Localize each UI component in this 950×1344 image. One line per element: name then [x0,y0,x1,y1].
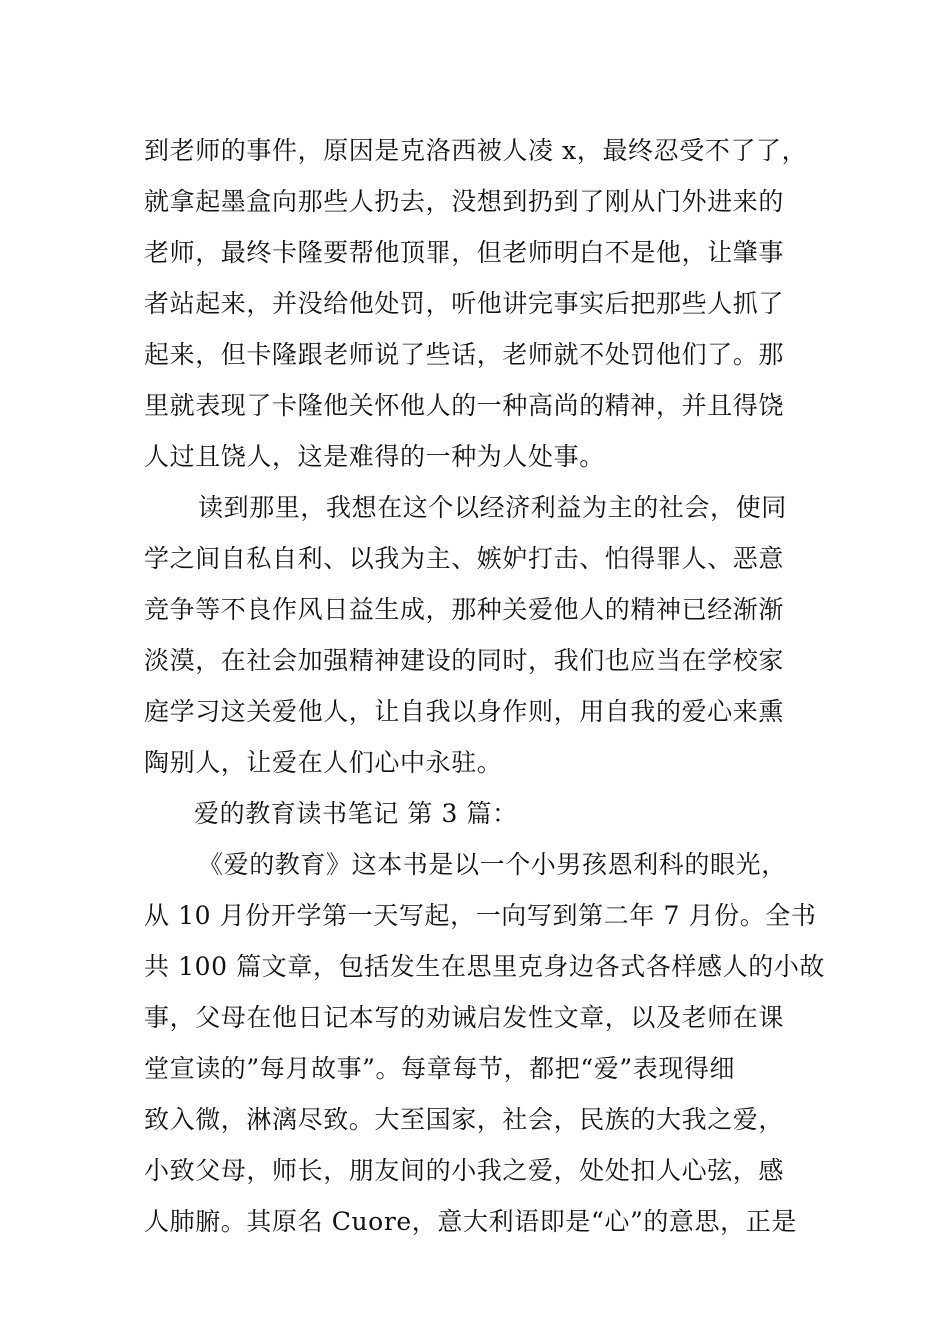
paragraph-line: 小致父母，师长，朋友间的小我之爱，处处扣人心弦，感 [144,1156,785,1185]
paragraph-line: 事，父母在他日记本写的劝诫启发性文章，以及老师在课 [144,1003,785,1032]
paragraph-line: 淡漠，在社会加强精神建设的同时，我们也应当在学校家 [144,646,785,675]
section-heading: 爱的教育读书笔记 第 3 篇： [194,799,518,828]
paragraph-line: 《爱的教育》这本书是以一个小男孩恩利科的眼光， [198,850,787,879]
document-body [144,125,826,1247]
paragraph-line: 起来，但卡隆跟老师说了些话，老师就不处罚他们了。那 [144,340,785,369]
paragraph-line: 共 100 篇文章，包括发生在思里克身边各式各样感人的小故 [144,952,826,981]
paragraph-line: 里就表现了卡隆他关怀他人的一种高尚的精神，并且得饶 [144,391,785,420]
paragraph-line: 人肺腑。其原名 Cuore，意大利语即是“心”的意思，正是 [144,1207,797,1236]
paragraph-line: 致入微，淋漓尽致。大至国家，社会，民族的大我之爱， [144,1105,785,1134]
paragraph-line: 竞争等不良作风日益生成，那种关爱他人的精神已经渐渐 [144,595,785,624]
paragraph-line: 学之间自私自利、以我为主、嫉妒打击、怕得罪人、恶意 [144,544,785,573]
paragraph-line: 者站起来，并没给他处罚，听他讲完事实后把那些人抓了 [144,289,785,318]
paragraph-line: 人过且饶人，这是难得的一种为人处事。 [144,442,605,471]
paragraph-line: 陶别人，让爱在人们心中永驻。 [144,748,503,777]
paragraph-line: 到老师的事件，原因是克洛西被人凌 x，最终忍受不了了， [144,136,808,165]
paragraph-line: 堂宣读的”每月故事”。每章每节，都把“爱”表现得细 [144,1054,736,1083]
paragraph-line: 读到那里，我想在这个以经济利益为主的社会，使同 [198,493,787,522]
paragraph-line: 庭学习这关爱他人，让自我以身作则，用自我的爱心来熏 [144,697,785,726]
paragraph-line: 就拿起墨盒向那些人扔去，没想到扔到了刚从门外进来的 [144,187,785,216]
paragraph-line: 从 10 月份开学第一天写起，一向写到第二年 7 月份。全书 [144,901,817,930]
paragraph-line: 老师，最终卡隆要帮他顶罪，但老师明白不是他，让肇事 [144,238,785,267]
